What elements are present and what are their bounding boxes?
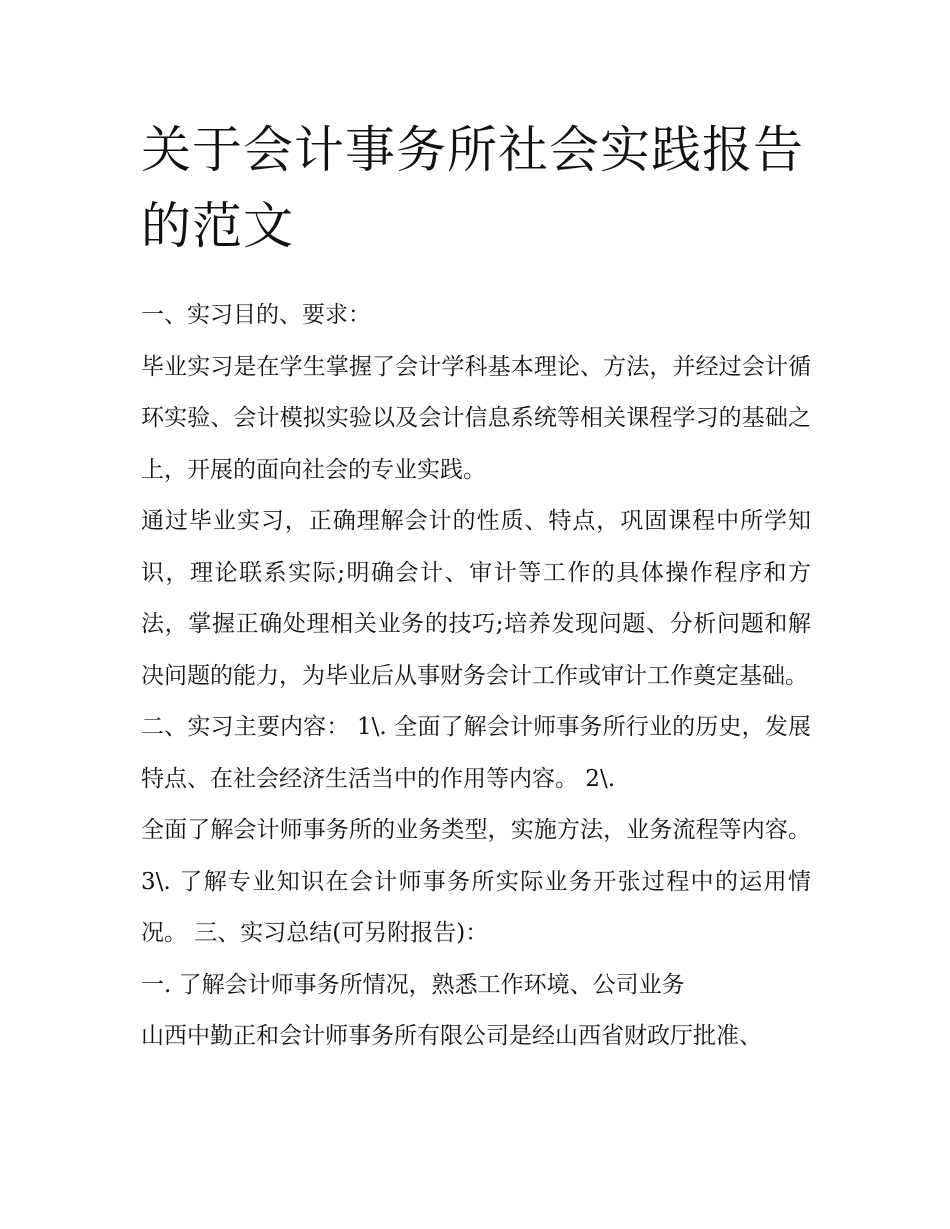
document-body bbox=[141, 290, 811, 1063]
paragraph-firm-overview-heading: 一. 了解会计师事务所情况，熟悉工作环境、公司业务 bbox=[141, 971, 685, 998]
paragraph-firm-description: 山西中勤正和会计师事务所有限公司是经山西省财政厅批准、 bbox=[141, 1023, 762, 1049]
paragraph-internship-intro: 毕业实习是在学生掌握了会计学科基本理论、方法，并经过会计循环实验、会计模拟实验以及会计信息系统等相关课程学习的基础之上，开展的面向社会的专业实践。 bbox=[141, 353, 811, 483]
paragraph-internship-goals: 通过毕业实习，正确理解会计的性质、特点，巩固课程中所学知识，理论联系实际;明确会计、审计等工作的具体操作程序和方法，掌握正确处理相关业务的技巧;培养发现问题、分析问题和解决问题的能力，为毕业后从事财务会计工作或审计工作奠定基础。 bbox=[141, 508, 811, 689]
document-page bbox=[141, 112, 811, 1063]
paragraph-business-types: 全面了解会计师事务所的业务类型，实施方法，业务流程等内容。 3\. 了解专业知识在会计师事务所实际业务开张过程中的运用情况。 三、实习总结(可另附报告)： bbox=[141, 817, 811, 946]
document-title: 关于会计事务所社会实践报告的范文 bbox=[141, 121, 804, 255]
section-heading-purpose: 一、实习目的、要求： bbox=[141, 302, 371, 328]
paragraph-main-content: 二、实习主要内容： 1\. 全面了解会计师事务所行业的历史，发展特点、在社会经济生活当中的作用等内容。 2\. bbox=[141, 714, 811, 792]
